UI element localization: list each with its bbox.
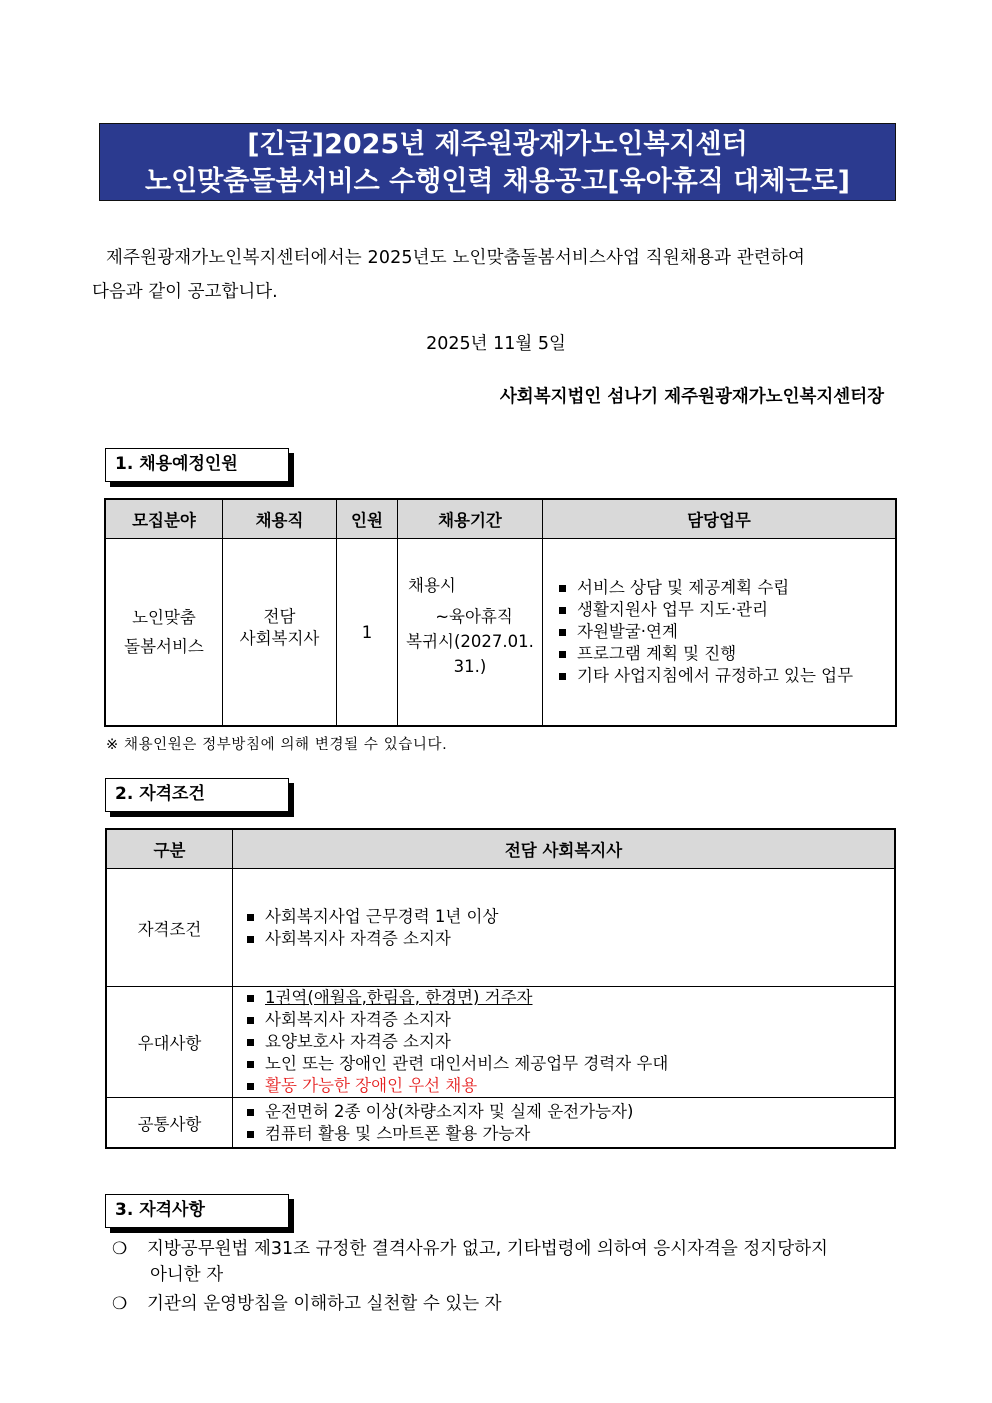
circle-bullet-icon: ❍ [112, 1294, 128, 1314]
cell-duties [543, 539, 896, 726]
section-2-heading: 2. 자격조건 [105, 778, 289, 812]
field-line-2: 돌봄서비스 [124, 637, 204, 656]
row-content [233, 987, 895, 1098]
list-item: 프로그램 계획 및 진행 [555, 643, 895, 665]
row-content [233, 1098, 895, 1148]
list-item [112, 1236, 898, 1288]
list-item: 1권역(애월읍,한림읍, 한경면) 거주자 [243, 987, 894, 1009]
list-item: 운전면허 2종 이상(차량소지자 및 실제 운전가능자) [243, 1101, 894, 1123]
title-line-1: [긴급]2025년 제주원광재가노인복지센터 [247, 129, 748, 160]
list-item: 기타 사업지침에서 규정하고 있는 업무 [555, 665, 895, 687]
list-item [112, 1291, 898, 1317]
item-line-1: 지방공무원법 제31조 규정한 결격사유가 없고, 기타법령에 의하여 응시자격을 정지당하지 [147, 1239, 828, 1259]
item-line-2: 아니한 자 [150, 1265, 224, 1285]
header-category: 구분 [107, 830, 233, 869]
intro-line-2: 다음과 같이 공고합니다. [92, 282, 278, 302]
table-row [107, 987, 895, 1098]
list-item-highlight: 활동 가능한 장애인 우선 채용 [243, 1075, 894, 1097]
table-row [107, 1098, 895, 1148]
header-duties: 담당업무 [543, 500, 896, 539]
table-header-row [106, 500, 896, 539]
section-3-heading: 3. 자격사항 [105, 1194, 289, 1228]
cell-period [398, 539, 543, 726]
qualification-table [106, 829, 895, 1148]
cell-position [223, 539, 337, 726]
table-header-row [107, 830, 895, 869]
intro-line-1: 제주원광재가노인복지센터에서는 2025년도 노인맞춤돌봄서비스사업 직원채용과 관련하여 [106, 248, 806, 268]
eligibility-list [112, 1236, 898, 1317]
list-item: 요양보호사 자격증 소지자 [243, 1031, 894, 1053]
cell-field [106, 539, 223, 726]
table-row [107, 869, 895, 987]
list-item: 생활지원사 업무 지도·관리 [555, 599, 895, 621]
table-row [106, 539, 896, 726]
header-count: 인원 [337, 500, 398, 539]
announcement-title [99, 123, 896, 201]
cell-count: 1 [337, 539, 398, 726]
organization-name: 사회복지법인 섬나기 제주원광재가노인복지센터장 [499, 387, 884, 407]
title-line-2: 노인맞춤돌봄서비스 수행인력 채용공고[육아휴직 대체근로] [145, 166, 850, 197]
list-item: 사회복지사 자격증 소지자 [243, 1009, 894, 1031]
header-period: 채용기간 [398, 500, 543, 539]
header-position: 채용직 [223, 500, 337, 539]
period-line-4: 31.) [453, 657, 487, 676]
list-item: 서비스 상담 및 제공계획 수립 [555, 577, 895, 599]
recruitment-table [105, 499, 896, 726]
position-line-2: 사회복지사 [239, 629, 320, 648]
list-item: 컴퓨터 활용 및 스마트폰 활용 가능자 [243, 1123, 894, 1145]
header-field: 모집분야 [106, 500, 223, 539]
list-item: 사회복지사업 근무경력 1년 이상 [243, 906, 894, 928]
row-label: 우대사항 [107, 987, 233, 1098]
announcement-date: 2025년 11월 5일 [426, 334, 566, 354]
section-1-heading: 1. 채용예정인원 [105, 448, 289, 482]
position-line-1: 전담 [263, 607, 296, 626]
field-line-1: 노인맞춤 [132, 608, 196, 627]
intro-paragraph [92, 241, 898, 309]
list-item: 자원발굴·연계 [555, 621, 895, 643]
row-label: 공통사항 [107, 1098, 233, 1148]
header-role: 전담 사회복지사 [233, 830, 895, 869]
period-line-2: ~육아휴직 [435, 607, 513, 626]
row-label: 자격조건 [107, 869, 233, 987]
period-line-3: 복귀시(2027.01. [406, 632, 534, 651]
circle-bullet-icon: ❍ [112, 1239, 128, 1259]
list-item: 사회복지사 자격증 소지자 [243, 928, 894, 950]
item-line-1: 기관의 운영방침을 이해하고 실천할 수 있는 자 [147, 1294, 502, 1314]
recruitment-note: ※ 채용인원은 정부방침에 의해 변경될 수 있습니다. [106, 737, 448, 753]
row-content [233, 869, 895, 987]
period-line-1: 채용시 [408, 576, 456, 595]
list-item: 노인 또는 장애인 관련 대인서비스 제공업무 경력자 우대 [243, 1053, 894, 1075]
